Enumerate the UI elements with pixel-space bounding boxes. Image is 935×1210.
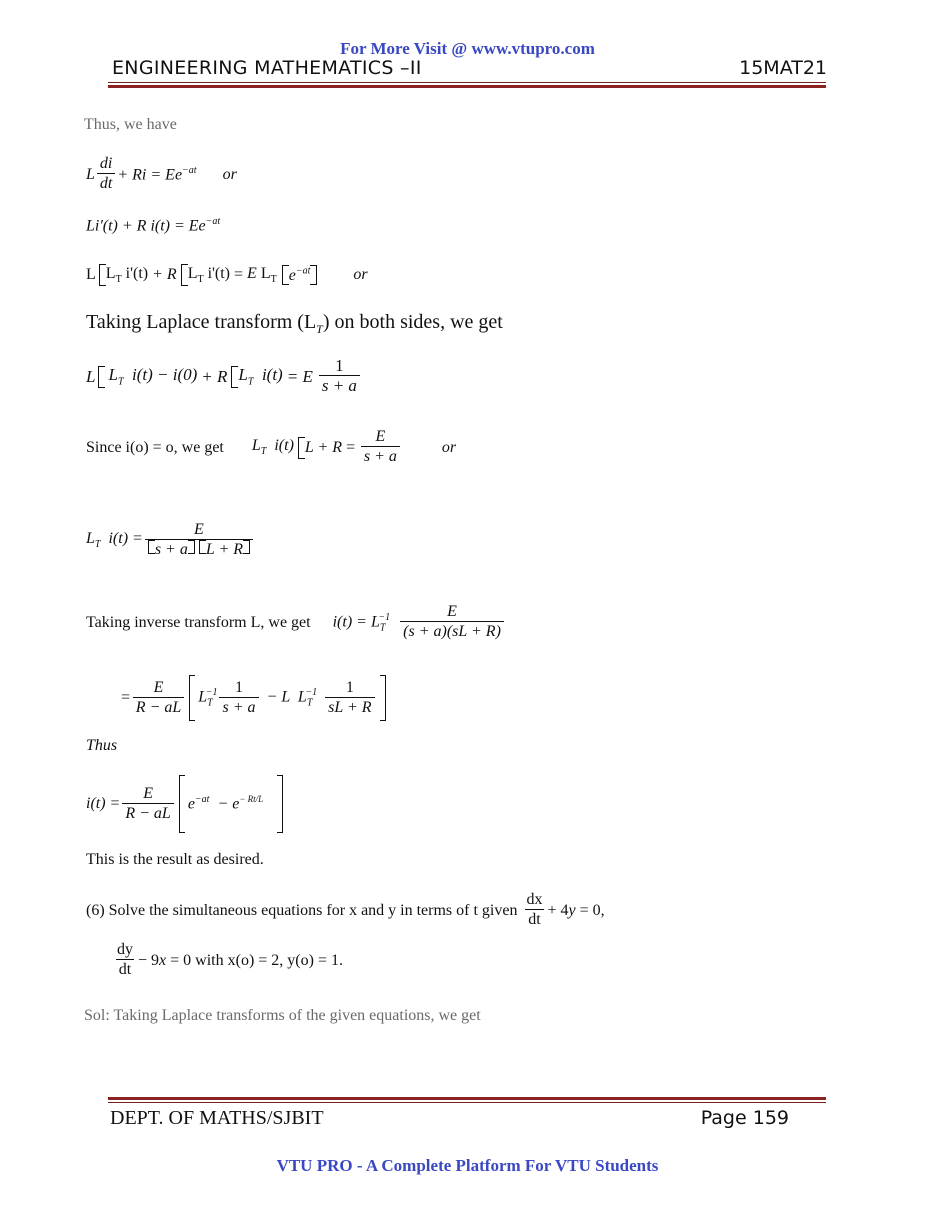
footer-dept: DEPT. OF MATHS/SJBIT [110, 1107, 324, 1129]
equation-6: $L_T$ i(t) = $\frac{E}{\text{s + a L + R}}$ [86, 521, 255, 560]
thus-we-have: Thus, we have [84, 116, 177, 133]
since-text: Since i(o) = o, we get [86, 438, 224, 456]
laplace-text-end: ) on both sides, we get [322, 311, 503, 333]
inverse-text: Taking inverse transform L, we get [86, 613, 311, 631]
or-label: or [441, 438, 457, 456]
equation-8: = $\frac{E}{R - aL}$ $L_T^{-1}$ $\frac{1}{s + a}$ − L $L_T^{-1}$ $\frac{1}{sL + R}$ [120, 675, 386, 721]
equation-2: Li'(t) + R $i(t) = Ee^{-at}$ [86, 216, 221, 235]
header-rule-thin [108, 82, 826, 83]
problem-6-line-2: $\frac{dy}{dt}$ − 9x = 0 with x(o) = 2, y(o) = 1. [117, 941, 343, 978]
visit-banner: For More Visit @ www.vtupro.com [340, 39, 595, 58]
equation-9: i(t) = $\frac{E}{R - aL}$ $e^{-at} - e^{- Rt/L}$ [86, 775, 283, 833]
or-label: or [222, 165, 237, 183]
equation-4: L $L_T$ i(t) − i(0) + R $L_T$ i(t) = E $\frac{1}{s + a}$ [86, 357, 362, 396]
equation-5: Since i(o) = o, we get $L_T$ i(t) L + R = $\frac{E}{s + a}$ or [86, 428, 457, 465]
or-label: or [353, 266, 368, 283]
thus-label: Thus [86, 737, 118, 754]
footer-rule-thin [108, 1102, 826, 1103]
laplace-text: Taking Laplace transform (L [86, 311, 317, 333]
laplace-statement [86, 311, 503, 337]
equation-3: L $L_T$ i'(t) + R $L_T$ i'(t) = E $L_T$ $e^{-at}$ or [86, 264, 368, 286]
header-code: 15MAT21 [739, 57, 827, 79]
equation-7: Taking inverse transform L, we get $i(t) = L_T^{-1}$ $\frac{E}{(s + a)(sL + R)}$ [86, 603, 506, 642]
result-text: This is the result as desired. [86, 851, 264, 868]
solution-intro: Sol: Taking Laplace transforms of the given equations, we get [84, 1007, 481, 1024]
problem-6-text: (6) Solve the simultaneous equations for x and y in terms of t given [86, 901, 518, 919]
header-subject: ENGINEERING MATHEMATICS –II [112, 57, 422, 79]
footer-page-number: Page 159 [700, 1107, 789, 1129]
laplace-sub: T [316, 322, 323, 336]
footer-rule-thick [108, 1097, 826, 1100]
problem-6-line-1: (6) Solve the simultaneous equations for x and y in terms of t given $\frac{dx}{dt}$ + 4y = 0, [86, 891, 605, 928]
equation-1: L $\frac{di}{dt}$ + $Ri = Ee^{-at}$ or [86, 155, 237, 192]
header-rule-thick [108, 85, 826, 88]
problem-6-conditions: with x(o) = 2, y(o) = 1. [195, 951, 343, 969]
footer-platform-banner: VTU PRO - A Complete Platform For VTU Students [276, 1156, 659, 1175]
